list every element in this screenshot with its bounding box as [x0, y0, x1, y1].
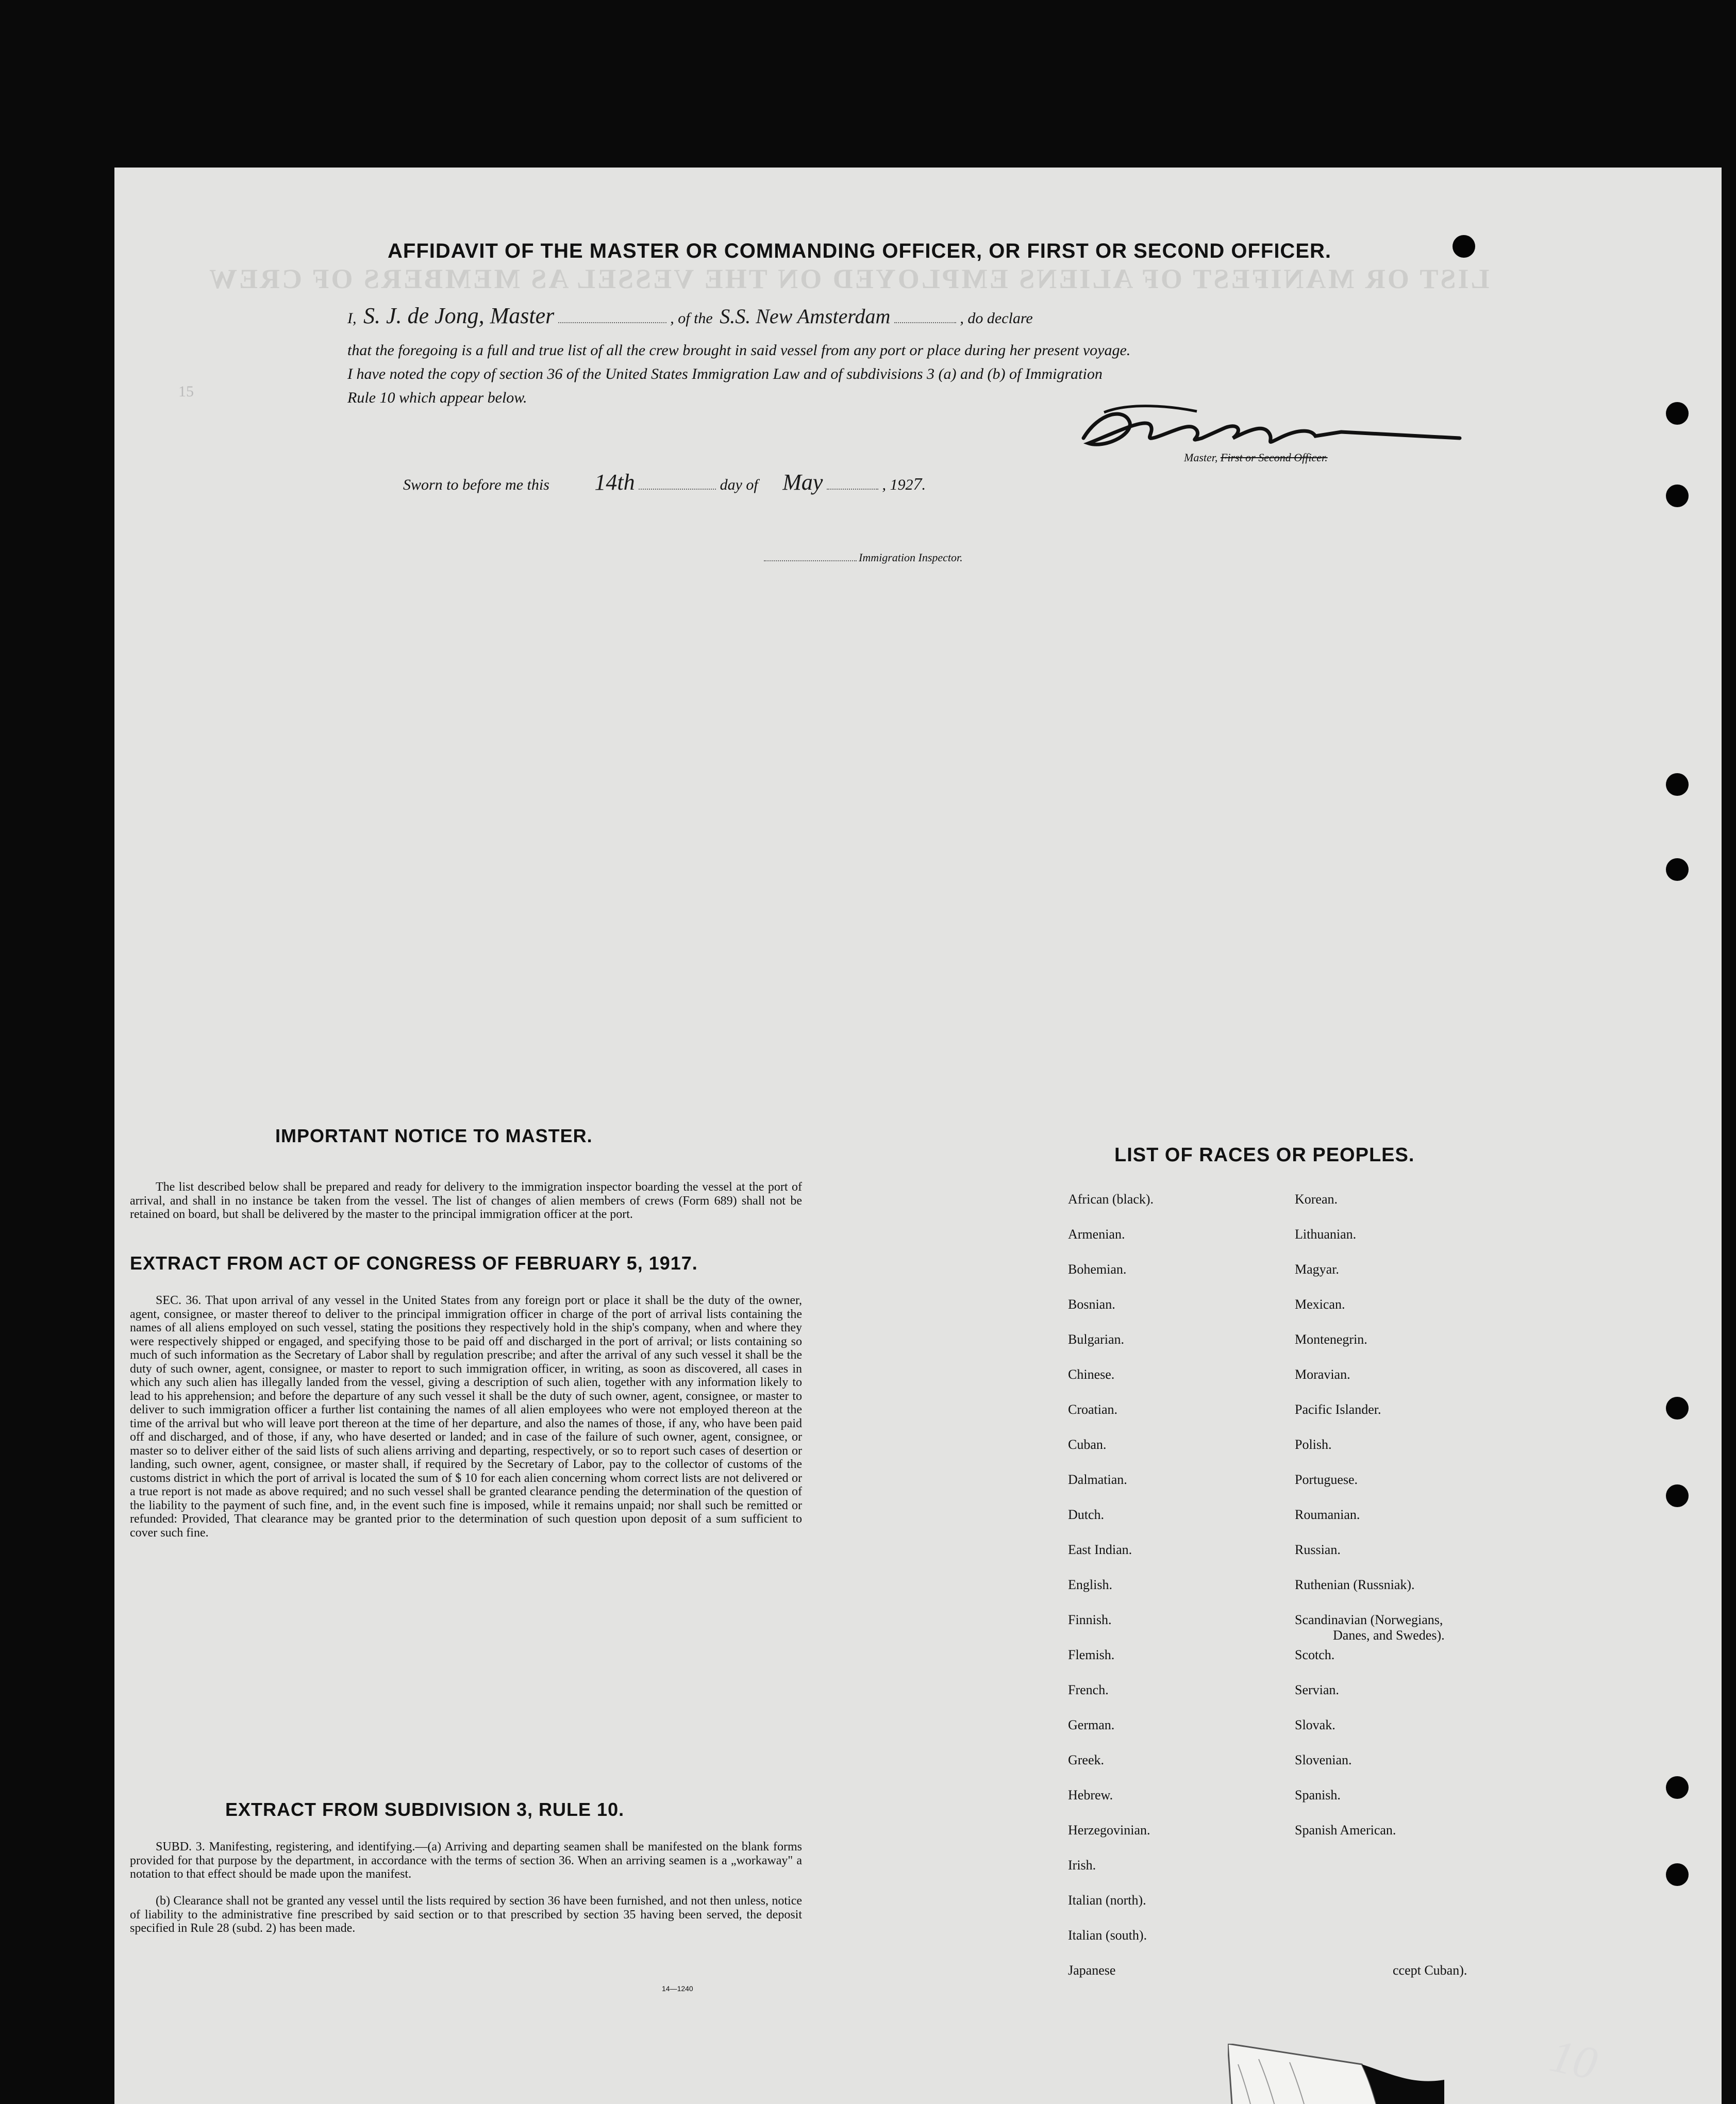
race-item-continuation: Danes, and Swedes).: [1333, 1628, 1445, 1643]
race-item: Mexican.: [1295, 1297, 1345, 1312]
race-item: Scandinavian (Norwegians,: [1295, 1612, 1443, 1627]
blank-line: [764, 560, 857, 561]
day-of-text: day of: [720, 476, 758, 493]
sworn-day: 14th: [594, 470, 635, 495]
race-item: Russian.: [1295, 1542, 1341, 1557]
race-item: Herzegovinian.: [1068, 1823, 1150, 1838]
form-number: 14—1240: [662, 1984, 693, 1993]
year-suffix: .: [922, 476, 926, 493]
race-item: Irish.: [1068, 1858, 1096, 1873]
race-item: Japanese: [1068, 1963, 1116, 1978]
race-item: Dalmatian.: [1068, 1472, 1127, 1487]
race-item: Roumanian.: [1295, 1507, 1360, 1522]
year-digit: 7: [913, 475, 922, 494]
race-item: Finnish.: [1068, 1612, 1112, 1627]
race-item: Spanish.: [1295, 1788, 1341, 1802]
race-item: Ruthenian (Russniak).: [1295, 1577, 1415, 1592]
race-item: Croatian.: [1068, 1402, 1118, 1417]
race-item: Armenian.: [1068, 1227, 1125, 1242]
punch-hole: [1453, 235, 1475, 258]
race-item: Slovenian.: [1295, 1752, 1352, 1767]
sworn-line: [403, 469, 926, 495]
punch-hole: [1666, 402, 1689, 425]
race-item: Servian.: [1295, 1682, 1339, 1697]
punch-hole: [1666, 773, 1689, 796]
master-signature: [1068, 402, 1480, 459]
blank-line: [827, 488, 878, 490]
punch-hole: [1666, 1776, 1689, 1799]
of-the-text: , of the: [670, 310, 713, 327]
affidavit-title: AFFIDAVIT OF THE MASTER OR COMMANDING OFFICER, OR FIRST OR SECOND OFFICER.: [388, 240, 1331, 262]
curled-page-corner: [1228, 2044, 1444, 2104]
i-prefix: I,: [347, 310, 357, 327]
affidavit-line-2: that the foregoing is a full and true list of all the crew brought in said vessel from any port or place during her present voyage.: [347, 342, 1131, 359]
race-item: Bosnian.: [1068, 1297, 1115, 1312]
race-item: Dutch.: [1068, 1507, 1105, 1522]
race-item: Polish.: [1295, 1437, 1332, 1452]
race-item: Portuguese.: [1295, 1472, 1358, 1487]
race-item-partial: ccept Cuban).: [1393, 1963, 1467, 1978]
signature-graphic: [1068, 402, 1480, 459]
bleed-through-heading: LIST OR MANIFEST OF ALIENS EMPLOYED ON THE VESSEL AS MEMBERS OF CREW: [207, 263, 1490, 294]
punch-hole: [1666, 1397, 1689, 1420]
race-item: Hebrew.: [1068, 1788, 1113, 1802]
signature-caption: [1184, 451, 1328, 464]
race-item: Magyar.: [1295, 1262, 1339, 1277]
year-prefix: , 192: [882, 476, 913, 493]
affidavit-line-1: [347, 303, 1033, 329]
inspector-caption: Immigration Inspector.: [859, 551, 963, 564]
race-item: East Indian.: [1068, 1542, 1132, 1557]
notice-title: IMPORTANT NOTICE TO MASTER.: [275, 1125, 593, 1146]
race-item: Italian (south).: [1068, 1928, 1147, 1943]
sworn-text: Sworn to before me this: [403, 476, 549, 493]
race-item: Bulgarian.: [1068, 1332, 1125, 1347]
race-item: Cuban.: [1068, 1437, 1107, 1452]
races-title: LIST OF RACES OR PEOPLES.: [1114, 1144, 1415, 1166]
race-item: Pacific Islander.: [1295, 1402, 1381, 1417]
race-item: Moravian.: [1295, 1367, 1350, 1382]
rule10-body-a: SUBD. 3. Manifesting, registering, and identifying.—(a) Arriving and departing seamen shall be manifested on the blank forms provided for that purpose by the department, in accordance with the terms of section 36. When an arriving seamen is a „workaway" a notation to that effect should be made upon the manifest.: [130, 1840, 802, 1881]
race-item: Flemish.: [1068, 1647, 1115, 1662]
race-item: African (black).: [1068, 1192, 1154, 1207]
race-item: Italian (north).: [1068, 1893, 1146, 1908]
blank-line: [558, 322, 666, 323]
race-item: Slovak.: [1295, 1717, 1336, 1732]
race-item: German.: [1068, 1717, 1115, 1732]
inspector-signature-line: [764, 551, 963, 564]
punch-hole: [1666, 485, 1689, 507]
rule10-body-b: (b) Clearance shall not be granted any vessel until the lists required by section 36 have been furnished, and not then unless, notice of liability to the administrative fine prescribed by said section or to that prescribed by section 35 having been served, the deposit specified in Rule 28 (subd. 2) has been made.: [130, 1894, 802, 1935]
punch-hole: [1666, 858, 1689, 881]
declarant-name: S. J. de Jong, Master: [363, 303, 555, 328]
race-item: Korean.: [1295, 1192, 1338, 1207]
race-item: Spanish American.: [1295, 1823, 1396, 1838]
race-item: English.: [1068, 1577, 1112, 1592]
race-item: Chinese.: [1068, 1367, 1115, 1382]
vessel-name: S.S. New Amsterdam: [720, 305, 891, 328]
race-item: Montenegrin.: [1295, 1332, 1367, 1347]
race-item: Greek.: [1068, 1752, 1105, 1767]
race-item: French.: [1068, 1682, 1109, 1697]
notice-body: The list described below shall be prepared and ready for delivery to the immigration inspector boarding the vessel at the port of arrival, and shall in no instance be taken from the vessel. The list of changes of alien members of crews (Form 689) shall not be retained on board, but shall be delivered by the master to the principal immigration officer at the port.: [130, 1180, 802, 1221]
rule10-title: EXTRACT FROM SUBDIVISION 3, RULE 10.: [225, 1799, 625, 1820]
blank-line: [639, 488, 716, 490]
blank-line: [894, 322, 956, 323]
page-number: 10: [1545, 2030, 1602, 2090]
margin-mark: 15: [178, 383, 194, 400]
punch-hole: [1666, 1863, 1689, 1886]
act-title: EXTRACT FROM ACT OF CONGRESS OF FEBRUARY 5, 1917.: [130, 1253, 698, 1274]
caption-master: Master,: [1184, 451, 1218, 464]
caption-struck: First or Second Officer.: [1220, 451, 1328, 464]
manifest-sheet: [114, 168, 1722, 2104]
race-item: Lithuanian.: [1295, 1227, 1357, 1242]
affidavit-line-4: Rule 10 which appear below.: [347, 389, 527, 406]
race-item: Bohemian.: [1068, 1262, 1127, 1277]
affidavit-line-3: I have noted the copy of section 36 of the United States Immigration Law and of subdivisions 3 (a) and (b) of Immigration: [347, 365, 1103, 382]
punch-hole: [1666, 1484, 1689, 1507]
do-declare-text: , do declare: [960, 310, 1033, 327]
sworn-month: May: [782, 470, 823, 495]
act-body: SEC. 36. That upon arrival of any vessel in the United States from any foreign port or place it shall be the duty of the owner, agent, consignee, or master thereof to deliver to the principal immigration officer in charge of the port of arrival lists containing the names of all aliens employed on such vessel, stating the positions they respectively hold in the ship's company, when and where they were respectively shipped or engaged, and specifying those to be paid off and discharged in the port of arrival; or lists containing so much of such information as the Secretary of Labor shall by regulation prescribe; and after the arrival of any such vessel it shall be the duty of such owner, agent, consignee, or master to report to such immigration officer, in writing, as soon as discovered, all cases in which any such alien has illegally landed from the vessel, giving a description of such alien, together with any information likely to lead to his apprehension; and before the departure of any such vessel it shall be the duty of such owner, agent, consignee, or master to deliver to such immigration officer a further list containing the names of all alien employees who were not employed thereon at the time of the arrival but who will leave port thereon at the time of her departure, and also the names of those, if any, who have been paid off and discharged, and of those, if any, who have deserted or landed; and in case of the failure of such owner, agent, consignee, or master so to deliver either of the said lists of such aliens arriving and departing, respectively, or so to report such cases of desertion or landing, such owner, agent, consignee, or master shall, if required by the Secretary of Labor, pay to the collector of customs of the customs district in which the port of arrival is located the sum of $ 10 for each alien concerning whom correct lists are not delivered or a true report is not made as above required; and no such vessel shall be granted clearance pending the determination of the question of the liability to the payment of such fine, and, in the event such fine is imposed, while it remains unpaid; nor shall such be remitted or refunded: Provided, That clearance may be granted prior to the determination of such question upon deposit of a sum sufficient to cover such fine.: [130, 1294, 802, 1540]
race-item: Scotch.: [1295, 1647, 1335, 1662]
